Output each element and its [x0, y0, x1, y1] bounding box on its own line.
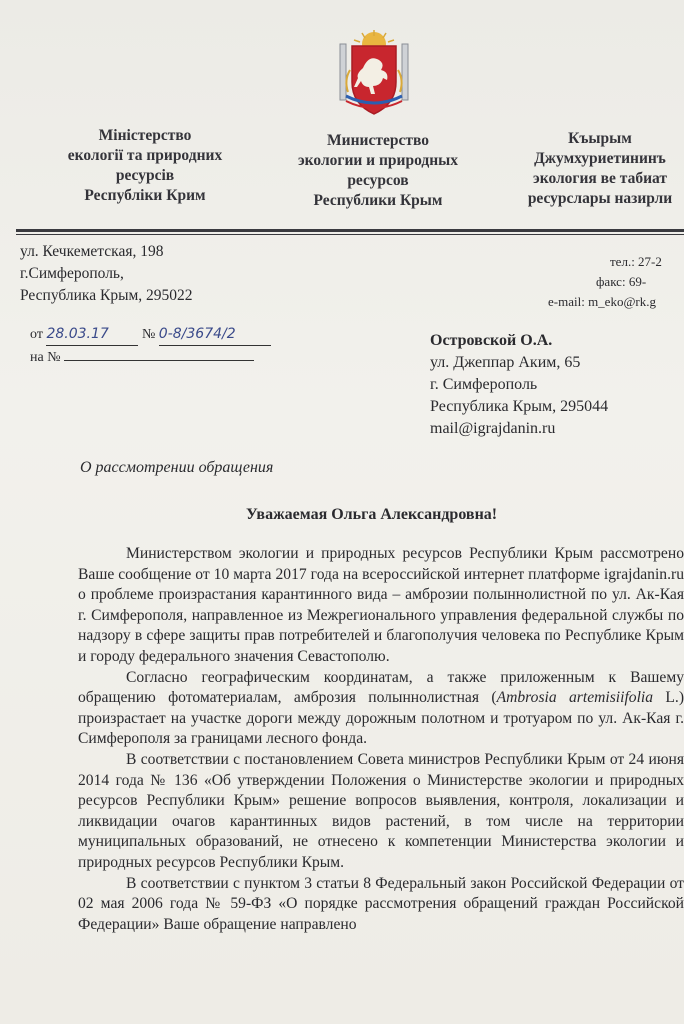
body-paragraph: Министерством экологии и природных ресурсов Республики Крым рассмотрено Ваше сообщение от 10 марта 2017 года на всероссийской интернет платформе igrajdanin.ru о проблеме произрастания карантинного вида – амброзии полыннолистной по ул. Ак-Кая г. Симферополя, направленное из Межрегионального управления федеральной службы по надзору в сфере защиты прав потребителей и благополучия человека по Республике Крым и городу федерального значения Севастополю.: [78, 545, 684, 665]
handwritten-date: 28.03.17: [46, 323, 138, 346]
address-line: Республика Крым, 295022: [20, 287, 193, 304]
ct-line: Къырым: [568, 130, 632, 147]
from-label: от: [30, 327, 43, 342]
crimea-coat-of-arms-icon: [336, 30, 412, 116]
reply-to-label: на №: [30, 350, 61, 365]
reply-to-line: [30, 346, 271, 369]
letter-body: [78, 544, 684, 935]
reply-to-blank: [64, 346, 254, 361]
recipient-block: [430, 330, 608, 440]
header-divider: [16, 229, 684, 232]
ru-line: Республики Крым: [313, 192, 443, 209]
recipient-line: ул. Джеппар Аким, 65: [430, 354, 581, 371]
header-divider-thin: [16, 234, 684, 235]
recipient-email: mail@igrajdanin.ru: [430, 420, 556, 437]
number-label: №: [141, 327, 156, 342]
ru-line: ресурсов: [347, 172, 409, 189]
paragraph-text: Согласно географическим координатам, а также приложенным к Вашему обращению фотоматериалам, амброзия полыннолистная (: [78, 668, 684, 707]
recipient-line: г. Симферополь: [430, 376, 538, 393]
ru-line: Министерство: [327, 132, 429, 149]
ua-line: ресурсів: [115, 167, 175, 184]
ct-line: Джумхуриетининъ: [534, 150, 666, 167]
body-paragraph: В соответствии с постановлением Совета министров Республики Крым от 24 июня 2014 года № 136 «Об утверждении Положения о Министерстве экологии и природных ресурсов Республики Крым» решение вопросов выявления, контроля, локализации и ликвидации очагов карантинных видов растений, в том числе на территории муниципальных образований, не отнесено к компетенции Министерства экологии и природных ресурсов Республики Крым.: [78, 750, 684, 871]
recipient-line: Республика Крым, 295044: [430, 398, 609, 415]
ua-line: Республіки Крим: [84, 187, 206, 204]
ministry-name-crimean-tatar: [500, 129, 684, 209]
sender-contacts: [548, 252, 662, 312]
phone-number: тел.: 27-2: [610, 254, 662, 269]
ct-line: ресурслары назирли: [527, 190, 673, 207]
ua-line: екології та природних: [67, 147, 223, 164]
sender-address: [20, 241, 193, 307]
address-line: ул. Кечкеметская, 198: [20, 243, 164, 260]
email-address: e-mail: m_eko@rk.g: [548, 294, 656, 309]
body-paragraph: [78, 668, 684, 750]
body-paragraph: В соответствии с пунктом 3 статьи 8 Федеральный закон Российской Федерации от 02 мая 2006 года № 59-ФЗ «О порядке рассмотрения обращений граждан Российской Федерации» Ваше обращение направлено: [78, 874, 684, 933]
ua-line: Міністерство: [98, 127, 192, 144]
letter-subject: О рассмотрении обращения: [80, 459, 274, 476]
ru-line: экологии и природных: [297, 152, 459, 169]
paragraph-text: L.) произрастает на участке дороги между дорожным полотном и тротуаром по ул. Ак-Кая г. Симферополя за границами лесного фонда.: [78, 689, 684, 748]
ministry-name-russian: [268, 131, 488, 211]
recipient-name: Островской О.А.: [430, 332, 553, 349]
address-line: г.Симферополь,: [20, 265, 124, 282]
letter-greeting: Уважаемая Ольга Александровна!: [246, 506, 498, 523]
ct-line: экология ве табиат: [533, 170, 667, 187]
scientific-name: Ambrosia artemisiifolia: [496, 689, 654, 707]
registration-block: [30, 323, 271, 369]
handwritten-number: 0-8/3674/2: [159, 323, 271, 346]
fax-number: факс: 69-: [596, 274, 647, 289]
ministry-name-ukrainian: [30, 126, 260, 206]
registration-line: [30, 323, 271, 346]
